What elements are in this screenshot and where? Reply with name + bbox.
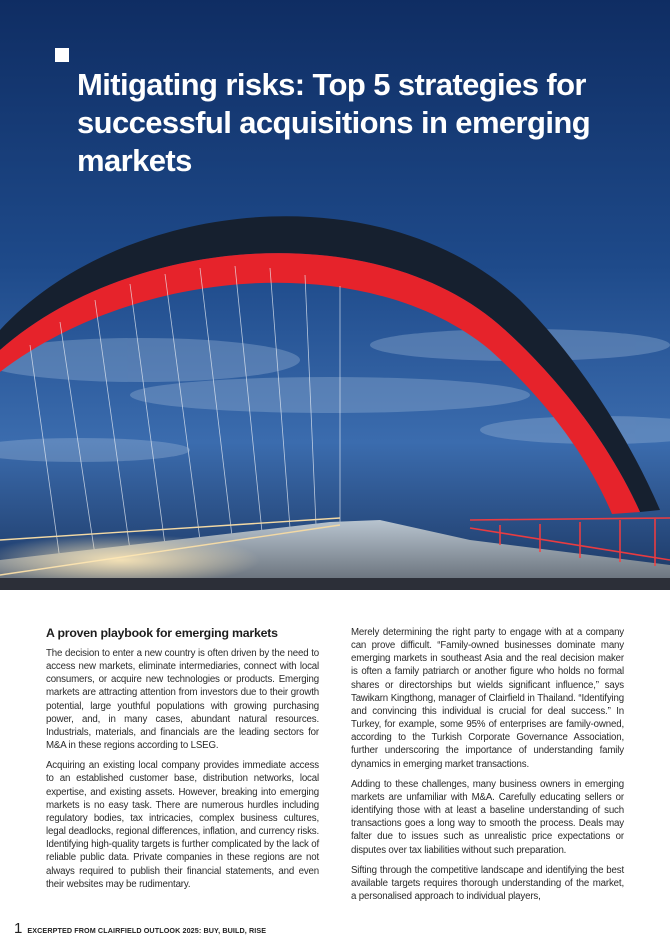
- paragraph: Merely determining the right party to engage with at a company can prove difficult. “Family-owned businesses dominate many emerging markets in southeast Asia and the real decision maker is often a family patriarch or another figure who holds no formal shares or directorships but wields significant influence,” says Tawikarn Kingthong, manager of Clairfield in Thailand. “Identifying and convincing this individual is crucial for deal success.” In Turkey, for example, some 95% of enterprises are family-owned, according to the Turkish Corporate Governance Association, further underscoring the importance of understanding family dynamics in emerging market transactions.: [351, 627, 624, 770]
- left-column: [46, 626, 319, 898]
- page-footer: [14, 920, 266, 936]
- page-title: Mitigating risks: Top 5 strategies for successful acquisitions in emerging markets: [77, 67, 591, 178]
- right-column: [351, 626, 624, 910]
- page-number: 1: [14, 920, 23, 937]
- title-marker-square: [55, 48, 69, 62]
- paragraph: Acquiring an existing local company provides immediate access to an established customer base, distribution networks, local expertise, and existing assets. However, breaking into emerging markets is no easy task. There are numerous hurdles including regulatory bodies, tax intricacies, complex business cultures, legal deadlocks, regional differences, inflation, and currency risks. Identifying high-quality targets is further complicated by the lack of reliable public data. Private companies in these regions are not always required to publish their financial statements, and even their websites may be rudimentary.: [46, 760, 319, 890]
- footer-text: EXCERPTED FROM CLAIRFIELD OUTLOOK 2025: BUY, BUILD, RISE: [27, 926, 267, 935]
- paragraph: Sifting through the competitive landscape and identifying the best available targets requires thorough understanding of the market, a personalised approach to individual players,: [351, 864, 624, 902]
- paragraph: The decision to enter a new country is often driven by the need to access new markets, eliminate intermediaries, connect with local consumers, or acquire new technologies or products. Emerging markets are attracting attention from investors due to their growth potential, large youthful populations with growing purchasing power, and, in many cases, abundant natural resources. Industrials, materials, and financials are the leading sectors for M&A in these regions according to LSEG.: [46, 648, 319, 752]
- city-base: [0, 578, 670, 590]
- paragraph: Adding to these challenges, many business owners in emerging markets are unfamiliar with M&A. Carefully educating sellers or identifying those with at least a baseline understanding of such transactions goes a long way to smooth the process. Deals may falter due to issues such as unrealistic price expectations or disputes over tax liabilities without such preparation.: [351, 778, 624, 856]
- section-heading: A proven playbook for emerging markets: [46, 626, 278, 640]
